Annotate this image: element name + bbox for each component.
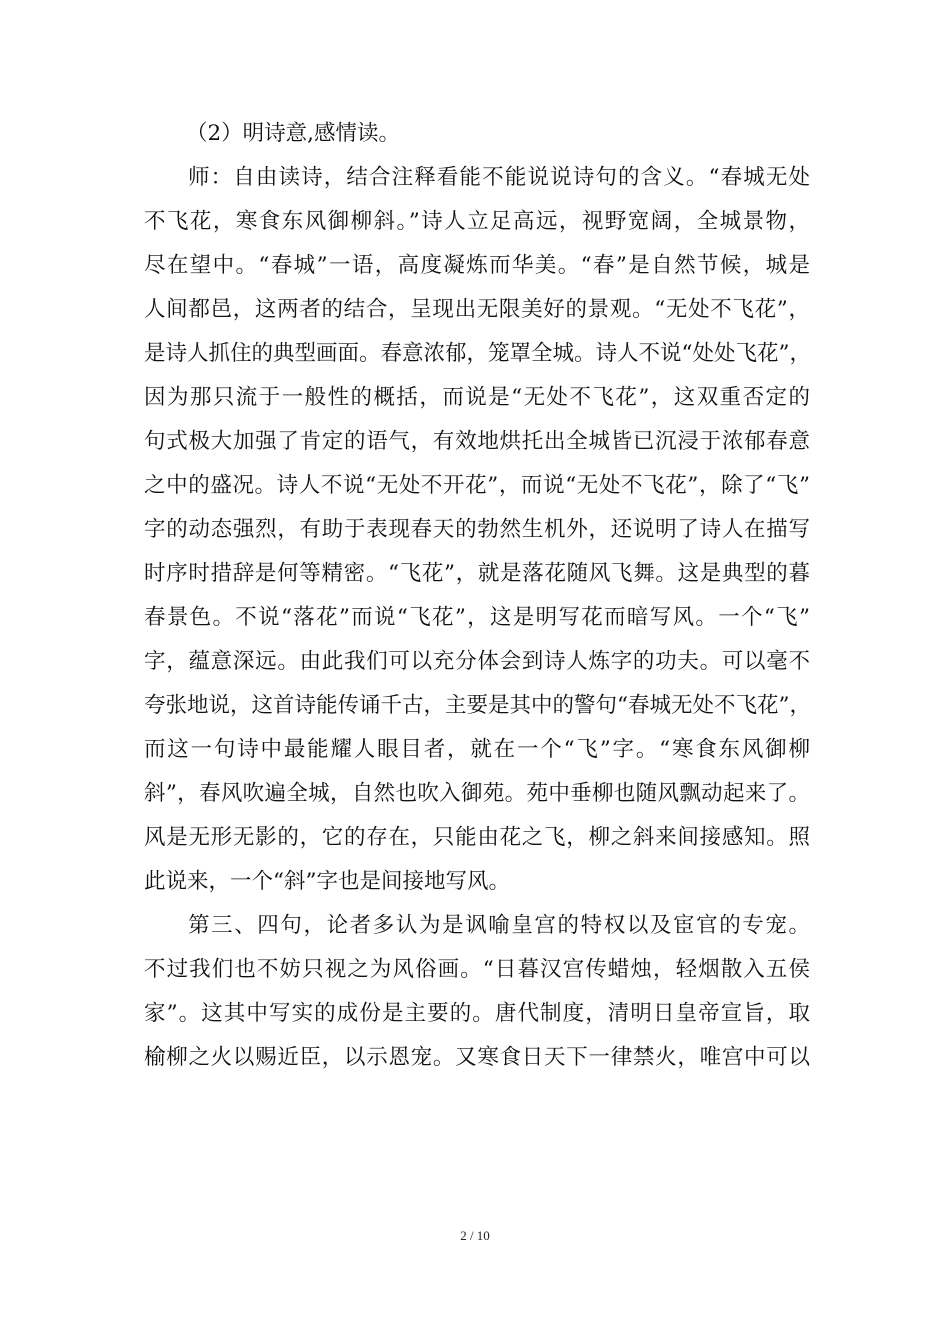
page-body: [144, 112, 810, 1080]
section-heading: （2）明诗意,感情读。: [186, 121, 401, 146]
text-line: 人间都邑，这两者的结合，呈现出无限美好的景观。“无处不飞花”，: [144, 297, 810, 322]
text-line: 因为那只流于一般性的概括，而说是“无处不飞花”，这双重否定的: [144, 385, 810, 410]
text-line: 不飞花，寒食东风御柳斜。”诗人立足高远，视野宽阔，全城景物，: [144, 209, 810, 234]
text-line: 第三、四句，论者多认为是讽喻皇宫的特权以及宦官的专宠。: [188, 913, 810, 938]
paragraph-1: [144, 156, 810, 904]
text-line: 是诗人抓住的典型画面。春意浓郁，笼罩全城。诗人不说“处处飞花”，: [144, 341, 811, 366]
text-line: 之中的盛况。诗人不说“无处不开花”，而说“无处不飞花”，除了“飞”: [144, 473, 810, 498]
page-number: 2 / 10: [460, 1228, 490, 1243]
text-line: 尽在望中。“春城”一语，高度凝炼而华美。“春”是自然节候，城是: [144, 253, 810, 278]
text-line: 师：自由读诗，结合注释看能不能说说诗句的含义。“春城无处: [188, 165, 810, 190]
text-line: 时序时措辞是何等精密。“飞花”，就是落花随风飞舞。这是典型的暮: [144, 561, 810, 586]
text-line: 春景色。不说“落花”而说“飞花”，这是明写花而暗写风。一个“飞”: [144, 605, 810, 630]
text-line: 字的动态强烈，有助于表现春天的勃然生机外，还说明了诗人在描写: [144, 517, 810, 542]
text-line: 榆柳之火以赐近臣，以示恩宠。又寒食日天下一律禁火，唯宫中可以: [144, 1045, 810, 1070]
paragraph-2: [144, 904, 810, 1080]
text-line: 斜”，春风吹遍全城，自然也吹入御苑。苑中垂柳也随风飘动起来了。: [144, 781, 810, 806]
text-line: 家”。这其中写实的成份是主要的。唐代制度，清明日皇帝宣旨，取: [144, 1001, 810, 1026]
text-line: 字，蕴意深远。由此我们可以充分体会到诗人炼字的功夫。可以毫不: [144, 649, 810, 674]
text-line: 而这一句诗中最能耀人眼目者，就在一个“飞”字。“寒食东风御柳: [144, 737, 810, 762]
text-line: 风是无形无影的，它的存在，只能由花之飞，柳之斜来间接感知。照: [144, 825, 810, 850]
text-line: 夸张地说，这首诗能传诵千古，主要是其中的警句“春城无处不飞花”，: [144, 693, 811, 718]
text-line: 此说来，一个“斜”字也是间接地写风。: [144, 869, 510, 894]
text-line: 句式极大加强了肯定的语气，有效地烘托出全城皆已沉浸于浓郁春意: [144, 429, 810, 454]
text-line: 不过我们也不妨只视之为风俗画。“日暮汉宫传蜡烛，轻烟散入五侯: [144, 957, 810, 982]
